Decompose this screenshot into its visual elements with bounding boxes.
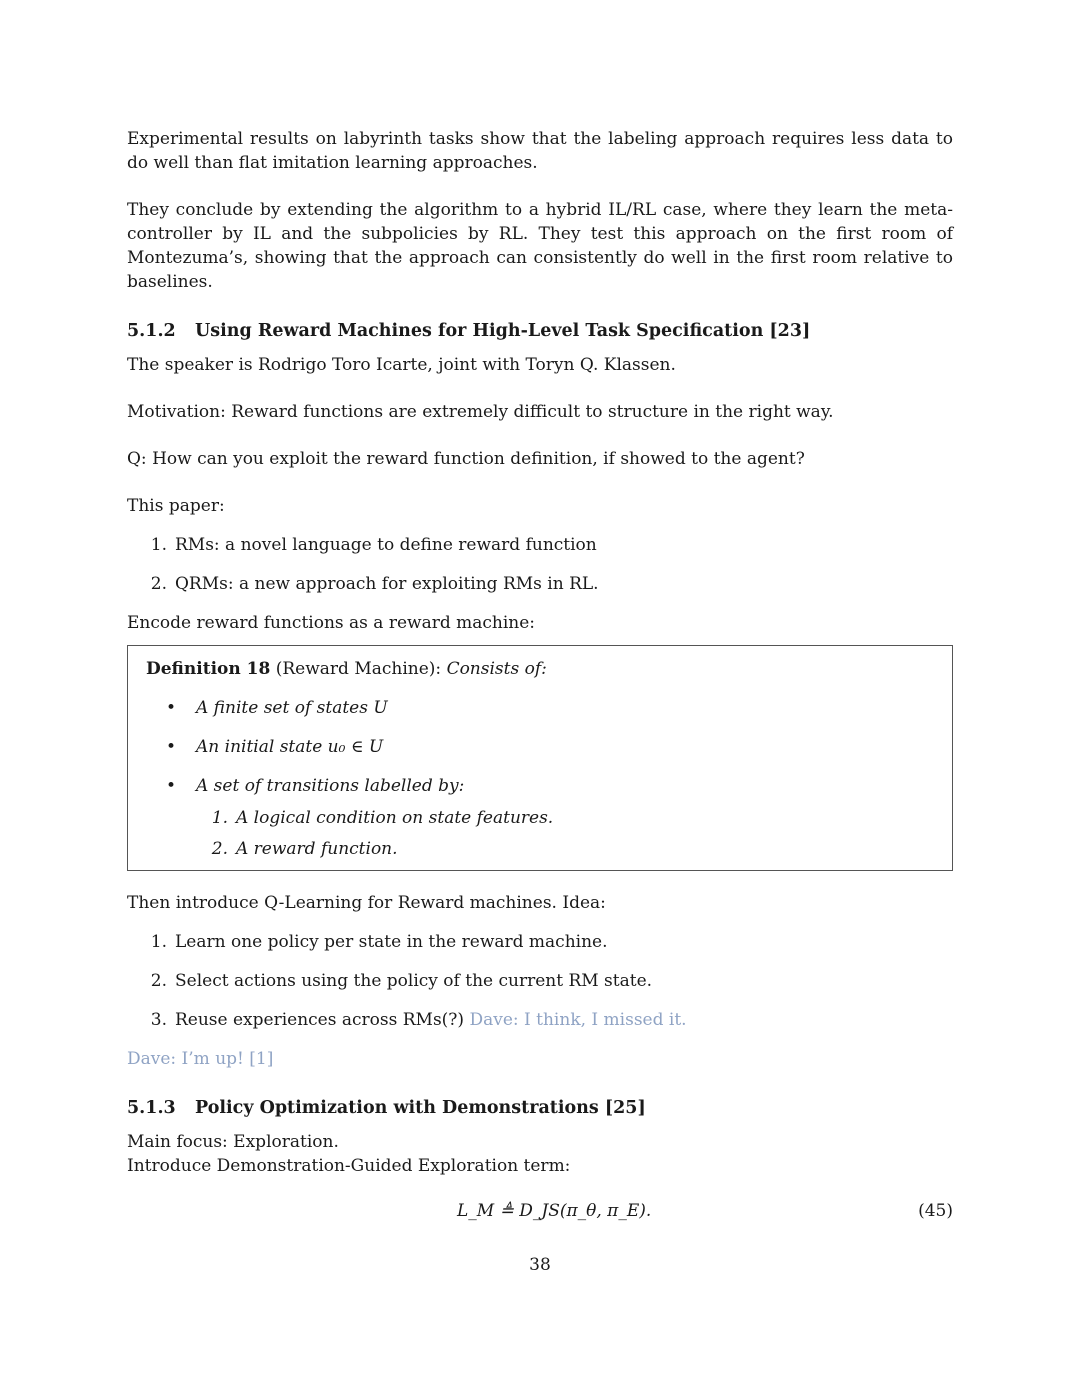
list-item: 1. Learn one policy per state in the reward machine. [150, 932, 608, 952]
bullet-icon: • [165, 737, 177, 757]
paragraph-hybrid-il-rl: They conclude by extending the algorithm to a hybrid IL/RL case, where they learn the meta-controller by IL and the subpolicies by RL. They test this approach on the first room of Montezuma’s, showing that the approach can consistently do well in the first room relative to baselines. [127, 200, 953, 292]
definition-lead: Consists of: [446, 659, 547, 679]
section-number: 5.1.2 [127, 321, 176, 341]
definition-sub-list [146, 806, 934, 861]
definition-bullets [146, 696, 934, 798]
list-item: • An initial state u₀ ∈ U [146, 735, 934, 759]
equation-number: (45) [918, 1201, 953, 1221]
list-item: 1. RMs: a novel language to define reward function [150, 535, 597, 555]
list-item: • A set of transitions labelled by: [146, 774, 934, 798]
definition-header [146, 657, 934, 681]
section-heading-5-1-2 [127, 319, 953, 343]
definition-box [127, 645, 953, 871]
definition-name: (Reward Machine): [275, 659, 442, 679]
this-paper-line: This paper: [127, 496, 225, 516]
section-heading-5-1-3 [127, 1096, 953, 1120]
list-item: 2. Select actions using the policy of the current RM state. [150, 971, 653, 991]
question-line: Q: How can you exploit the reward function definition, if showed to the agent? [127, 449, 805, 469]
section-title: Using Reward Machines for High-Level Task Specification [23] [195, 321, 811, 341]
contributions-list [127, 533, 953, 596]
bullet-icon: • [165, 776, 177, 796]
list-item: 1. A logical condition on state features. [211, 808, 554, 828]
dave-note: Dave: I’m up! [1] [127, 1049, 274, 1069]
motivation-line: Motivation: Reward functions are extremely difficult to structure in the right way. [127, 402, 834, 422]
focus-line: Main focus: Exploration. [127, 1132, 339, 1152]
page-content [127, 127, 953, 1226]
section-number: 5.1.3 [127, 1098, 176, 1118]
bullet-icon: • [165, 698, 177, 718]
ideas-list [127, 930, 953, 1032]
encode-line: Encode reward functions as a reward machine: [127, 613, 536, 633]
list-item: 2. A reward function. [211, 839, 398, 859]
speaker-line: The speaker is Rodrigo Toro Icarte, joint with Toryn Q. Klassen. [127, 355, 676, 375]
paragraph-labyrinth-results: Experimental results on labyrinth tasks show that the labeling approach requires less data to do well than flat imitation learning approaches. [127, 129, 953, 173]
page-number: 38 [529, 1255, 551, 1275]
equation-45 [127, 1196, 953, 1226]
then-line: Then introduce Q-Learning for Reward machines. Idea: [127, 893, 606, 913]
list-item: 2. QRMs: a new approach for exploiting RMs in RL. [150, 574, 599, 594]
section-title: Policy Optimization with Demonstrations [25] [195, 1098, 646, 1118]
introduce-line: Introduce Demonstration-Guided Exploration term: [127, 1156, 571, 1176]
definition-label: Definition 18 [146, 659, 271, 679]
list-item: 3. Reuse experiences across RMs(?) Dave: I think, I missed it. [150, 1010, 687, 1030]
list-item: • A finite set of states U [146, 696, 934, 720]
equation-body: L_M ≜ D_JS(π_θ, π_E). [457, 1201, 652, 1221]
dave-note-inline: Dave: I think, I missed it. [469, 1010, 687, 1030]
